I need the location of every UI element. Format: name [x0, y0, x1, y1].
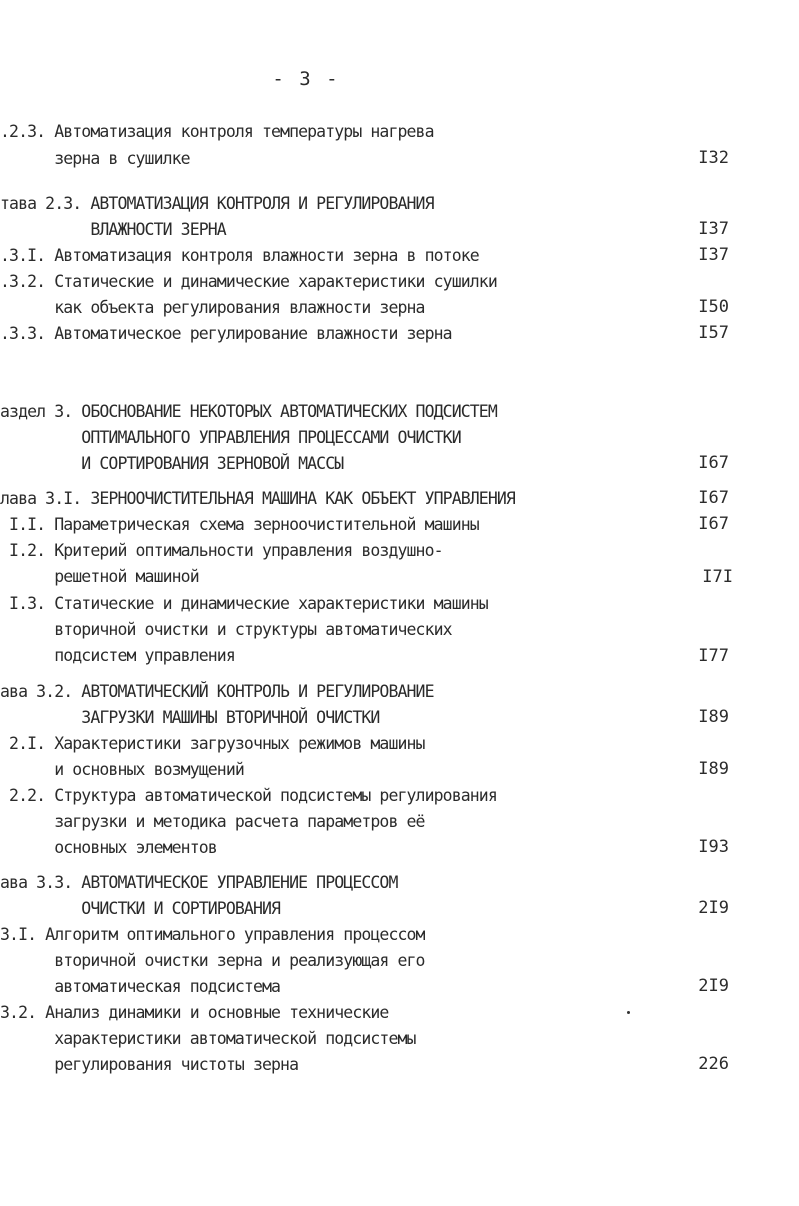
- toc-line: как объекта регулирования влажности зерна: [0, 298, 425, 317]
- toc-line: ВЛАЖНОСТИ ЗЕРНА: [0, 220, 226, 239]
- toc-page-number: I37: [698, 245, 729, 265]
- toc-page-number: I50: [698, 297, 729, 317]
- toc-line: I.I. Параметрическая схема зерноочистительной машины: [0, 515, 479, 534]
- toc-line: И СОРТИРОВАНИЯ ЗЕРНОВОЙ МАССЫ: [0, 454, 344, 473]
- toc-line: загрузки и методика расчета параметров её: [0, 812, 425, 831]
- toc-line: регулирования чистоты зерна: [0, 1055, 299, 1074]
- toc-line: аздел 3. ОБОСНОВАНИЕ НЕКОТОРЫХ АВТОМАТИЧЕСКИХ ПОДСИСТЕМ: [0, 402, 497, 421]
- toc-page-number: I89: [698, 759, 729, 779]
- toc-page-number: I67: [698, 453, 729, 473]
- toc-line: ЗАГРУЗКИ МАШИНЫ ВТОРИЧНОЙ ОЧИСТКИ: [0, 708, 380, 727]
- toc-page-number: I89: [698, 707, 729, 727]
- speck-mark: [627, 1011, 630, 1014]
- toc-page-number: I67: [698, 514, 729, 534]
- toc-line: 2.I. Характеристики загрузочных режимов машины: [0, 734, 425, 753]
- toc-page-number: I7I: [702, 567, 733, 587]
- toc-page-number: I57: [698, 323, 729, 343]
- toc-page-number: I93: [698, 837, 729, 857]
- toc-line: тава 2.3. АВТОМАТИЗАЦИЯ КОНТРОЛЯ И РЕГУЛИРОВАНИЯ: [0, 194, 434, 213]
- toc-page-number: 226: [698, 1054, 729, 1074]
- toc-page-number: 2I9: [698, 898, 729, 918]
- toc-line: 2.2. Структура автоматической подсистемы регулирования: [0, 786, 497, 805]
- toc-line: характеристики автоматической подсистемы: [0, 1029, 416, 1048]
- toc-line: ОПТИМАЛЬНОГО УПРАВЛЕНИЯ ПРОЦЕССАМИ ОЧИСТКИ: [0, 428, 461, 447]
- toc-line: лава 3.I. ЗЕРНООЧИСТИТЕЛЬНАЯ МАШИНА КАК ОБЪЕКТ УПРАВЛЕНИЯ: [0, 489, 515, 508]
- toc-line: вторичной очистки и структуры автоматических: [0, 620, 452, 639]
- toc-page-number: 2I9: [698, 976, 729, 996]
- toc-page-number: I37: [698, 219, 729, 239]
- page-number: - 3 -: [272, 68, 340, 90]
- toc-line: .3.I. Автоматизация контроля влажности зерна в потоке: [0, 246, 479, 265]
- toc-line: ОЧИСТКИ И СОРТИРОВАНИЯ: [0, 899, 281, 918]
- toc-line: 3.I. Алгоритм оптимального управления процессом: [0, 925, 425, 944]
- toc-page-number: I77: [698, 646, 729, 666]
- toc-line: вторичной очистки зерна и реализующая его: [0, 951, 425, 970]
- toc-line: 3.2. Анализ динамики и основные технические: [0, 1003, 389, 1022]
- toc-line: подсистем управления: [0, 646, 235, 665]
- toc-line: ава 3.3. АВТОМАТИЧЕСКОЕ УПРАВЛЕНИЕ ПРОЦЕССОМ: [0, 873, 398, 892]
- toc-page-number: I32: [698, 148, 729, 168]
- toc-line: зерна в сушилке: [0, 149, 190, 168]
- toc-line: .2.3. Автоматизация контроля температуры нагрева: [0, 122, 434, 141]
- toc-line: основных элементов: [0, 838, 217, 857]
- toc-line: .3.3. Автоматическое регулирование влажности зерна: [0, 324, 452, 343]
- toc-page-number: I67: [698, 488, 729, 508]
- toc-line: I.3. Статические и динамические характеристики машины: [0, 594, 488, 613]
- toc-line: решетной машиной: [0, 567, 199, 586]
- toc-line: I.2. Критерий оптимальности управления воздушно-: [0, 541, 443, 560]
- toc-line: .3.2. Статические и динамические характеристики сушилки: [0, 272, 497, 291]
- toc-line: ава 3.2. АВТОМАТИЧЕСКИЙ КОНТРОЛЬ И РЕГУЛИРОВАНИЕ: [0, 682, 434, 701]
- toc-line: и основных возмущений: [0, 760, 244, 779]
- toc-line: автоматическая подсистема: [0, 977, 281, 996]
